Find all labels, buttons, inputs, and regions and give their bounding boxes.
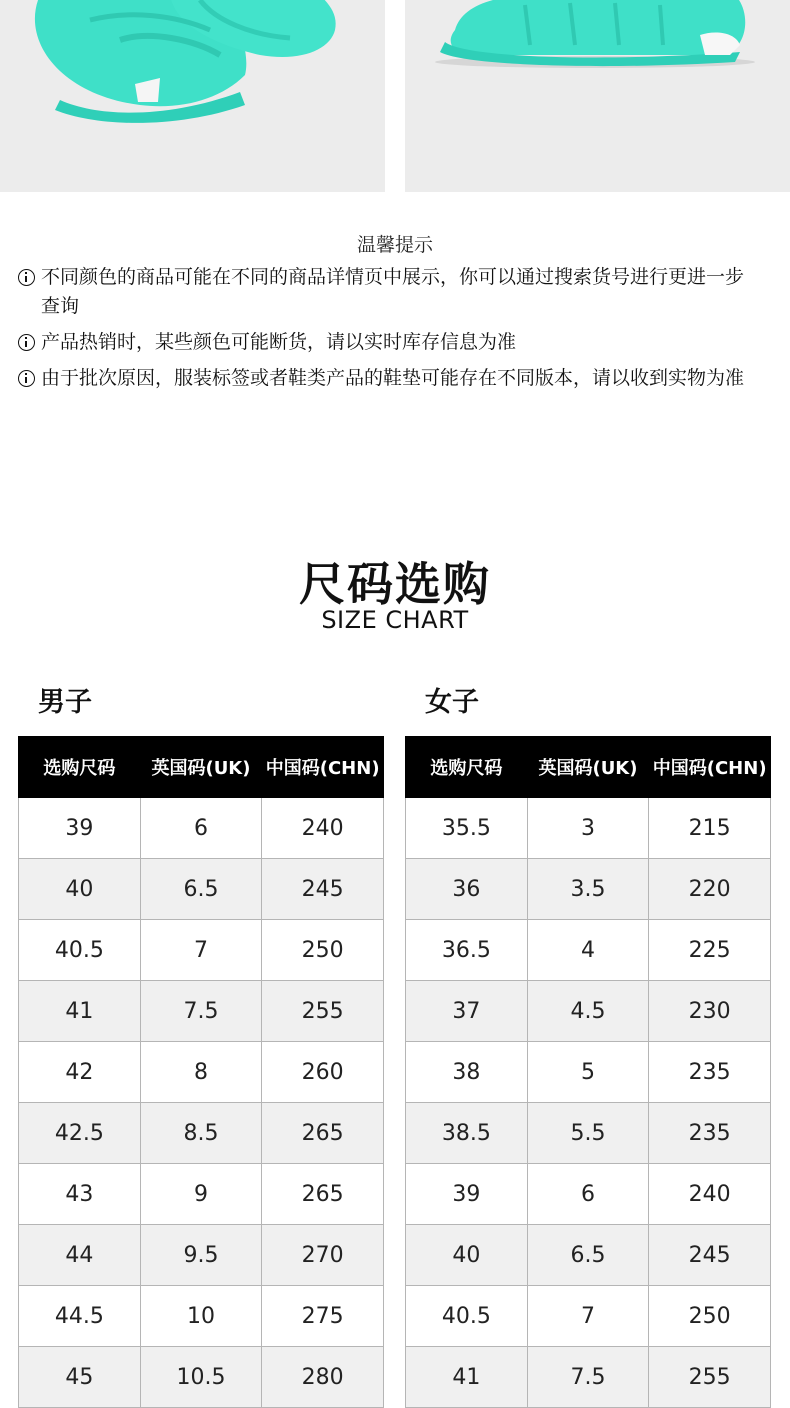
table-cell: 4.5 [527,981,649,1042]
notice-item [18,364,758,393]
table-cell: 10 [140,1286,262,1347]
table-row [19,859,384,920]
table-cell: 40.5 [406,1286,528,1347]
notice-item [18,263,758,321]
table-row [406,981,771,1042]
notice-title: 温馨提示 [356,234,433,256]
table-cell: 37 [406,981,528,1042]
table-cell: 255 [649,1347,771,1408]
table-cell: 35.5 [406,798,528,859]
table-cell: 9.5 [140,1225,262,1286]
info-icon [18,269,35,286]
info-icon [18,370,35,387]
table-cell: 8 [140,1042,262,1103]
table-cell: 6 [527,1164,649,1225]
table-cell: 44.5 [19,1286,141,1347]
table-cell: 6 [140,798,262,859]
table-cell: 6.5 [140,859,262,920]
table-cell: 41 [19,981,141,1042]
table-cell: 43 [19,1164,141,1225]
table-row [19,1042,384,1103]
table-cell: 235 [649,1103,771,1164]
table-cell: 39 [19,798,141,859]
table-cell: 225 [649,920,771,981]
notice-text: 由于批次原因，服装标签或者鞋类产品的鞋垫可能存在不同版本，请以收到实物为准 [41,367,745,389]
column-header-uk: 英国码(UK) [527,737,649,798]
women-section-label: 女子 [425,687,479,718]
table-cell: 40 [406,1225,528,1286]
table-cell: 44 [19,1225,141,1286]
table-cell: 38 [406,1042,528,1103]
column-header-uk: 英国码(UK) [140,737,262,798]
shoe-side-view-image [405,0,790,192]
table-row [406,1103,771,1164]
men-size-table [18,736,384,1408]
table-cell: 45 [19,1347,141,1408]
table-cell: 7.5 [140,981,262,1042]
table-cell: 260 [262,1042,384,1103]
table-row [19,1225,384,1286]
table-row [406,859,771,920]
shoe-top-view-image [0,0,385,192]
table-cell: 7 [527,1286,649,1347]
table-cell: 245 [262,859,384,920]
product-photo-side-view [405,0,790,192]
table-row [19,1286,384,1347]
table-row [19,1164,384,1225]
notice-text: 产品热销时，某些颜色可能断货，请以实时库存信息为准 [41,331,517,353]
table-cell: 240 [649,1164,771,1225]
table-row [406,1042,771,1103]
table-header-row [406,737,771,798]
table-row [406,920,771,981]
table-cell: 220 [649,859,771,920]
table-cell: 265 [262,1103,384,1164]
table-row [406,1347,771,1408]
table-cell: 40 [19,859,141,920]
table-cell: 4 [527,920,649,981]
table-cell: 265 [262,1164,384,1225]
info-icon [18,334,35,351]
column-header-size: 选购尺码 [406,737,528,798]
table-cell: 6.5 [527,1225,649,1286]
table-cell: 215 [649,798,771,859]
table-cell: 235 [649,1042,771,1103]
table-cell: 250 [262,920,384,981]
table-row [406,1225,771,1286]
size-chart-subtitle: SIZE CHART [321,606,469,634]
table-row [19,798,384,859]
table-cell: 280 [262,1347,384,1408]
men-section-label: 男子 [38,687,92,718]
table-cell: 7 [140,920,262,981]
table-cell: 41 [406,1347,528,1408]
table-row [406,798,771,859]
table-cell: 8.5 [140,1103,262,1164]
table-row [406,1164,771,1225]
notice-item [18,328,758,357]
table-cell: 10.5 [140,1347,262,1408]
column-header-chn: 中国码(CHN) [649,737,771,798]
product-photo-top-view [0,0,385,192]
table-cell: 39 [406,1164,528,1225]
table-cell: 38.5 [406,1103,528,1164]
table-cell: 255 [262,981,384,1042]
notice-text: 不同颜色的商品可能在不同的商品详情页中展示，你可以通过搜索货号进行更进一步查询 [41,266,745,317]
table-header-row [19,737,384,798]
table-cell: 240 [262,798,384,859]
table-row [19,920,384,981]
women-size-table [405,736,771,1408]
table-cell: 245 [649,1225,771,1286]
table-row [19,981,384,1042]
table-cell: 40.5 [19,920,141,981]
table-cell: 275 [262,1286,384,1347]
column-header-chn: 中国码(CHN) [262,737,384,798]
column-header-size: 选购尺码 [19,737,141,798]
table-cell: 36 [406,859,528,920]
table-cell: 250 [649,1286,771,1347]
table-cell: 230 [649,981,771,1042]
table-cell: 42.5 [19,1103,141,1164]
table-cell: 3 [527,798,649,859]
table-cell: 9 [140,1164,262,1225]
table-row [406,1286,771,1347]
table-cell: 5.5 [527,1103,649,1164]
table-cell: 7.5 [527,1347,649,1408]
table-cell: 36.5 [406,920,528,981]
table-row [19,1347,384,1408]
table-cell: 42 [19,1042,141,1103]
size-chart-title: 尺码选购 [299,557,491,611]
table-cell: 5 [527,1042,649,1103]
notice-list [18,263,758,400]
table-cell: 270 [262,1225,384,1286]
table-cell: 3.5 [527,859,649,920]
table-row [19,1103,384,1164]
